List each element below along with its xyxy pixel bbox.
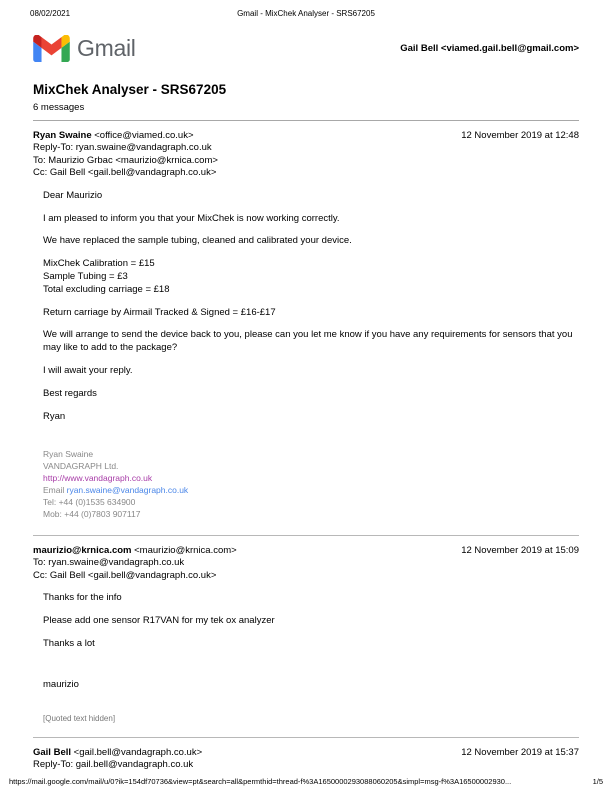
page-content [0,35,612,772]
message-from-block [33,130,218,180]
signature-mob: Mob: +44 (0)7803 907117 [43,508,141,519]
signature-website-line [43,473,579,485]
website-link[interactable]: http://www.vandagraph.co.uk [43,473,153,484]
email-label: Email [43,485,67,496]
header-line-to: To: ryan.swaine@vandagraph.co.uk [33,557,185,569]
thread-subject: MixChek Analyser - SRS67205 [33,81,227,97]
email-signature [43,449,579,520]
body-paragraph: Best regards [43,387,97,399]
sender-address: <maurizio@krnica.com> [131,544,237,556]
print-title: Gmail - MixChek Analyser - SRS67205 [237,9,375,18]
body-paragraph: I am pleased to inform you that your MixChek is now working correctly. [43,212,340,224]
gmail-m-icon [33,35,70,62]
print-header-spacer [432,9,582,19]
message-divider [33,737,579,738]
sender-line [33,130,218,143]
footer-page-number: 1/5 [592,777,603,786]
message-date: 12 November 2019 at 12:48 [461,129,579,141]
signature-name: Ryan Swaine [43,449,94,460]
body-paragraph: Dear Maurizio [43,189,103,201]
header-line-to: To: Maurizio Grbac <maurizio@krnica.com> [33,154,218,166]
gmail-logo-text: Gmail [77,34,136,61]
message-divider [33,535,579,536]
print-footer [0,777,612,786]
message-header [33,747,579,772]
message-from-block [33,747,202,772]
body-paragraph: Thanks a lot [43,638,95,650]
body-paragraph: Return carriage by Airmail Tracked & Signed = £16-£17 [43,306,276,318]
message-2 [33,545,579,723]
price-line: MixChek Calibration = £15 [43,258,155,270]
sender-name: Ryan Swaine [33,129,92,141]
body-paragraph: We will arrange to send the device back to you, please can you let me know if you have any requirements for sensors that you may like to add to the package? [43,329,573,354]
account-email: Gail Bell <viamed.gail.bell@gmail.com> [400,42,579,54]
price-line: Total excluding carriage = £18 [43,283,170,295]
message-date: 12 November 2019 at 15:37 [461,746,579,758]
message-body [43,190,579,424]
sender-line [33,747,202,760]
sender-name: maurizio@krnica.com [33,544,132,556]
signature-tel: Tel: +44 (0)1535 634900 [43,497,136,508]
gmail-logo [33,35,136,62]
sender-address: <gail.bell@vandagraph.co.uk> [71,746,203,758]
price-lines [43,258,579,296]
message-header [33,130,579,180]
header-line-reply-to: Reply-To: ryan.swaine@vandagraph.co.uk [33,142,212,154]
signature-company: VANDAGRAPH Ltd. [43,461,119,472]
quoted-text-hidden: [Quoted text hidden] [43,713,116,723]
print-header [0,0,612,19]
footer-url: https://mail.google.com/mail/u/0?ik=154df70736&view=pt&search=all&permthid=thread-f%3A1650000293088060205&simpl=msg-f%3A16500002930... [9,777,512,786]
body-paragraph: maurizio [43,678,79,690]
gmail-header [33,35,579,62]
body-paragraph: Thanks for the info [43,592,122,604]
message-header [33,545,579,583]
body-paragraph: Ryan [43,410,66,422]
thread-header [33,82,579,121]
email-link[interactable]: ryan.swaine@vandagraph.co.uk [66,485,189,496]
sender-address: <office@viamed.co.uk> [91,129,194,141]
signature-email-line [43,485,579,497]
sender-name: Gail Bell [33,746,72,758]
body-paragraph: We have replaced the sample tubing, cleaned and calibrated your device. [43,235,352,247]
price-line: Sample Tubing = £3 [43,270,128,282]
message-body [43,592,579,691]
header-line-cc: Cc: Gail Bell <gail.bell@vandagraph.co.uk> [33,167,217,179]
message-count: 6 messages [33,101,85,113]
body-paragraph: Please add one sensor R17VAN for my tek ox analyzer [43,615,275,627]
header-line-cc: Cc: Gail Bell <gail.bell@vandagraph.co.uk> [33,569,217,581]
header-line-reply-to: Reply-To: gail.bell@vandagraph.co.uk [33,759,194,771]
body-paragraph: I will await your reply. [43,365,133,377]
message-1 [33,130,579,521]
message-from-block [33,545,237,583]
sender-line [33,545,237,558]
message-3 [33,747,579,772]
message-date: 12 November 2019 at 15:09 [461,544,579,556]
print-date: 08/02/2021 [30,9,71,18]
